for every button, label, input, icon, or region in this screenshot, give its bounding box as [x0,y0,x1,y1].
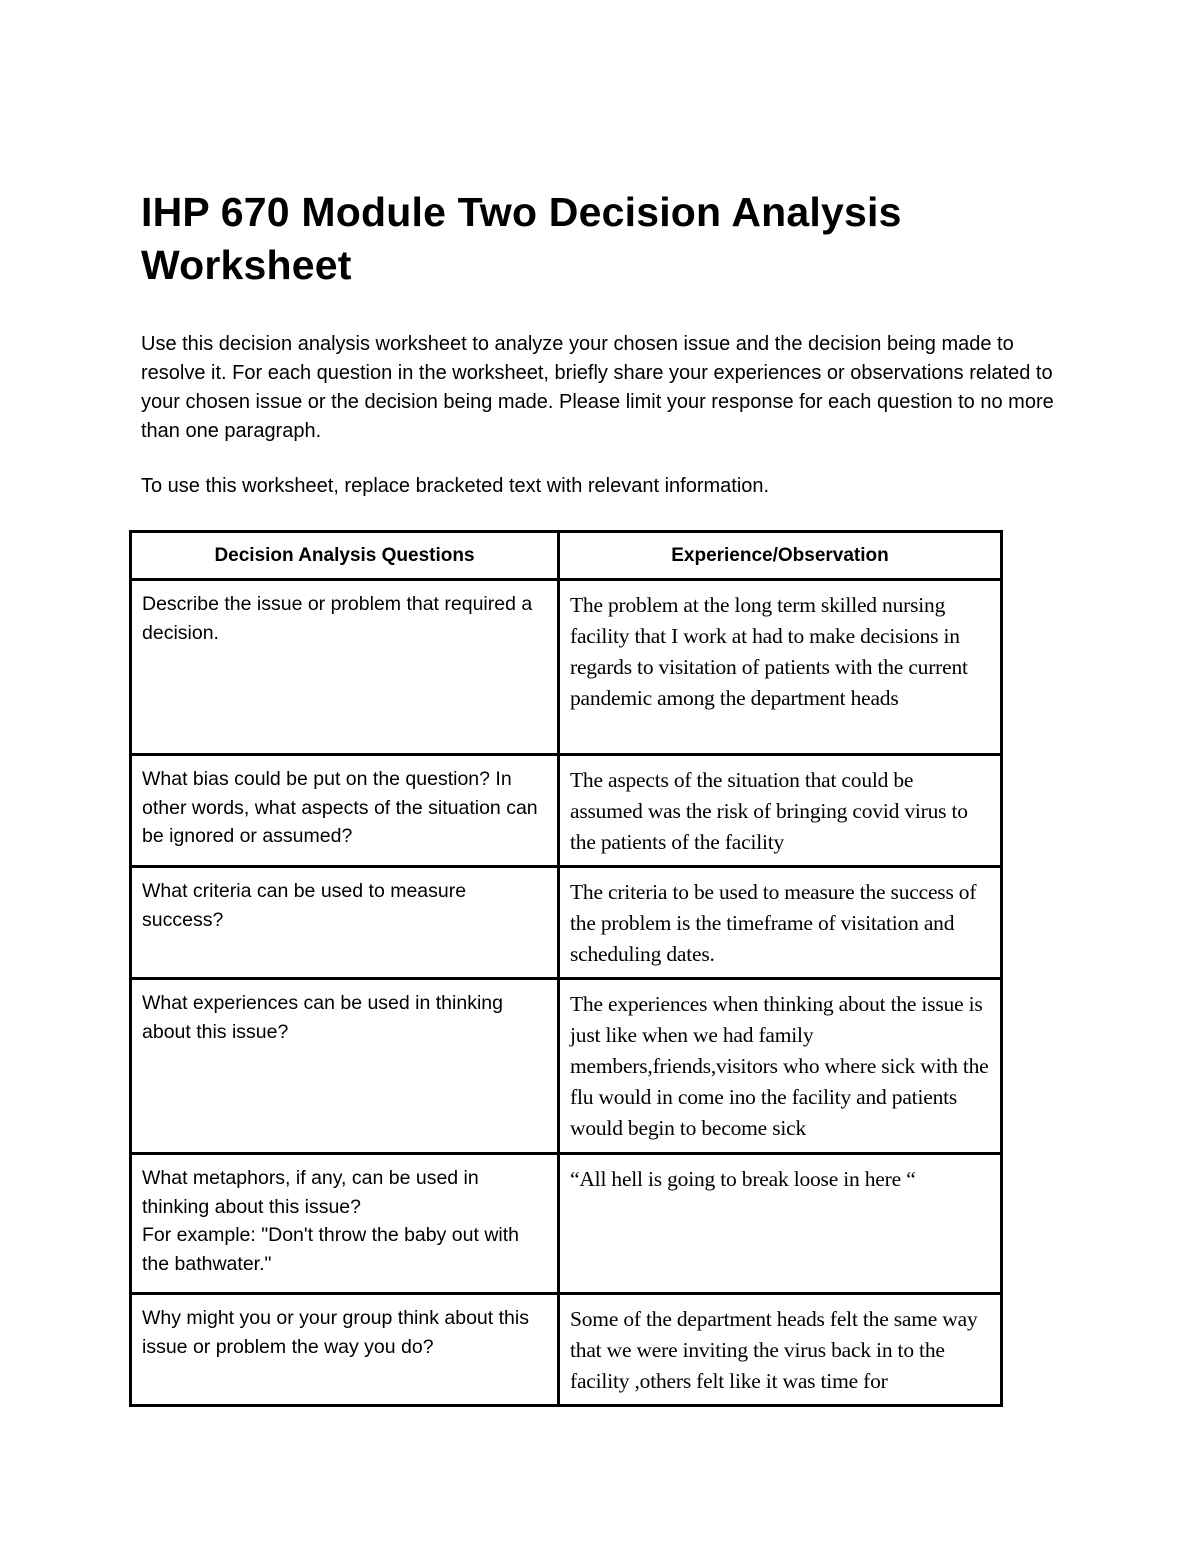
table-row [131,979,1002,1154]
instruction-paragraph: To use this worksheet, replace bracketed text with relevant information. [141,475,770,497]
table-header-row [131,532,1002,580]
question-cell [131,580,559,755]
question-text: What criteria can be used to measure success? [142,880,467,931]
answer-cell[interactable]: The aspects of the situation that could be assumed was the risk of bringing covid virus to the patients of the facility [559,755,1002,867]
question-text: Why might you or your group think about this issue or problem the way you do? [142,1307,529,1358]
intro-paragraph: Use this decision analysis worksheet to analyze your chosen issue and the decision being made to resolve it. For each question in the worksheet, briefly share your experiences or observations related to your chosen issue or the decision being made. Please limit your response for each question to no more than one paragraph. [141,333,1054,442]
table-row [131,867,1002,979]
answer-cell[interactable]: The criteria to be used to measure the success of the problem is the timeframe of visitation and scheduling dates. [559,867,1002,979]
question-text: Describe the issue or problem that required a decision. [142,593,533,644]
table-row [131,1154,1002,1294]
question-example: For example: "Don't throw the baby out with the bathwater." [142,1224,519,1275]
question-cell [131,1154,559,1294]
question-cell [131,979,559,1154]
table-row [131,580,1002,755]
question-text: What metaphors, if any, can be used in thinking about this issue? [142,1167,479,1218]
answer-cell[interactable]: The problem at the long term skilled nursing facility that I work at had to make decisions in regards to visitation of patients with the current pandemic among the department heads [559,580,1002,755]
question-cell [131,1294,559,1406]
question-cell [131,867,559,979]
decision-analysis-table [129,530,1003,1407]
column-header-questions: Decision Analysis Questions [131,532,559,580]
answer-cell[interactable]: Some of the department heads felt the same way that we were inviting the virus back in to the facility ,others felt like it was time for [559,1294,1002,1406]
column-header-experience: Experience/Observation [559,532,1002,580]
table-row [131,755,1002,867]
question-cell [131,755,559,867]
question-text: What experiences can be used in thinking about this issue? [142,992,503,1043]
question-text: What bias could be put on the question? In other words, what aspects of the situation can be ignored or assumed? [142,768,538,847]
answer-cell[interactable]: “All hell is going to break loose in here “ [559,1154,1002,1294]
answer-cell[interactable]: The experiences when thinking about the issue is just like when we had family members,friends,visitors who where sick with the flu would in come ino the facility and patients would begin to become sick [559,979,1002,1154]
table-row [131,1294,1002,1406]
document-title: IHP 670 Module Two Decision Analysis Worksheet [141,189,902,288]
